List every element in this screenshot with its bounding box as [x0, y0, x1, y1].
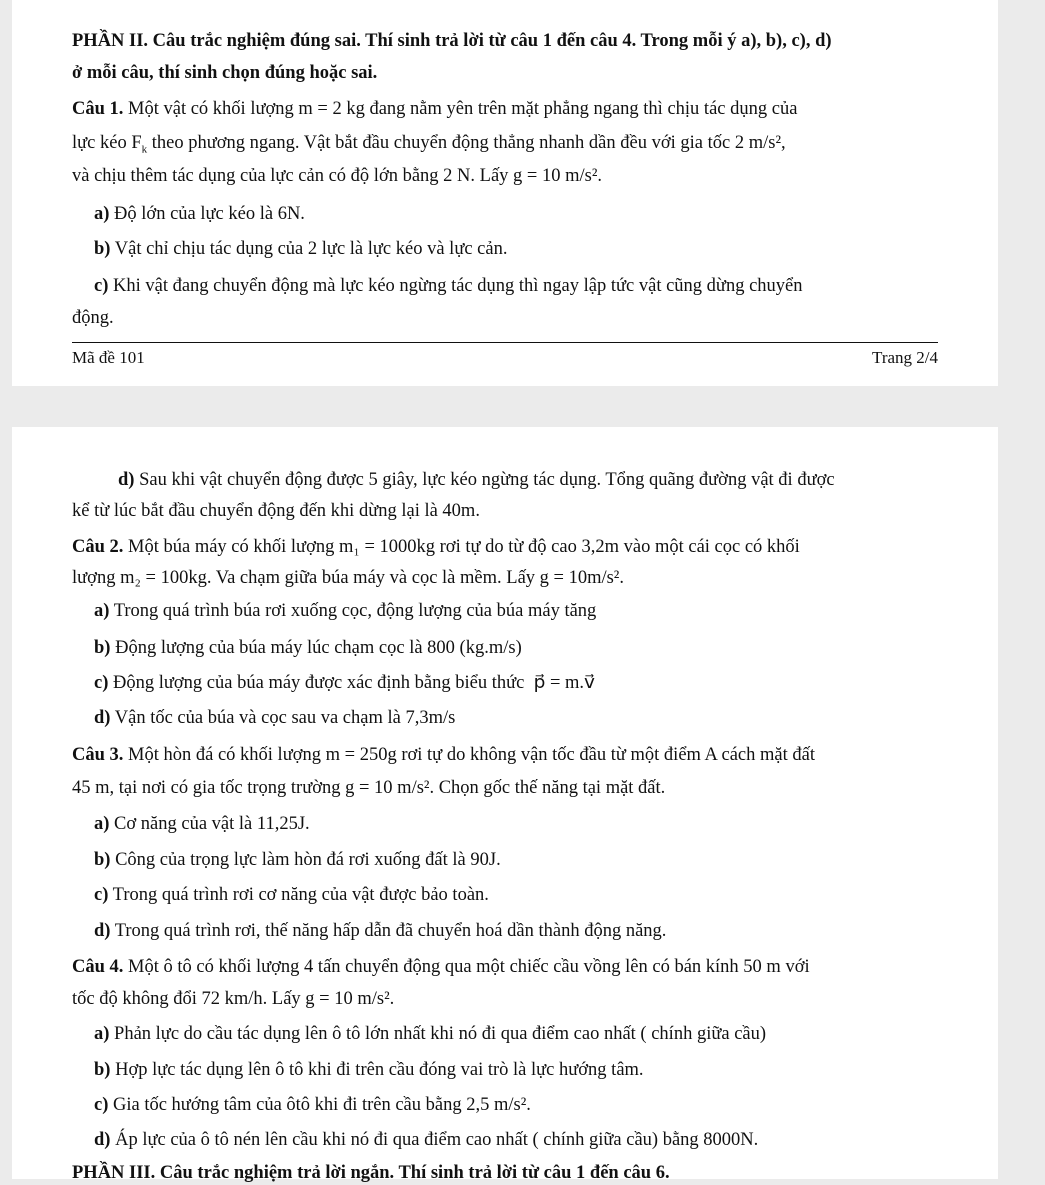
q1-option-c	[94, 274, 803, 298]
q1-text2-rest: theo phương ngang. Vật bắt đầu chuyển động thẳng nhanh dần đều với gia tốc 2 m/s²,	[147, 133, 786, 153]
q4-d-label: d)	[94, 1130, 111, 1150]
q2-d-text: Vận tốc của búa và cọc sau va chạm là 7,3m/s	[114, 708, 456, 728]
part3-header: PHẦN III. Câu trắc nghiệm trả lời ngắn. Thí sinh trả lời từ câu 1 đến câu 6.	[72, 1163, 670, 1183]
q4-option-c	[94, 1093, 531, 1117]
q3-c-label: c)	[94, 885, 109, 905]
q3-d-text: Trong quá trình rơi, thế năng hấp dẫn đã chuyển hoá dần thành động năng.	[114, 921, 667, 941]
q2-c-label: c)	[94, 673, 109, 693]
q2-b-text: Động lượng của búa máy lúc chạm cọc là 800 (kg.m/s)	[115, 638, 522, 658]
document-page-1	[12, 0, 998, 386]
q3-b-text: Công của trọng lực làm hòn đá rơi xuống đất là 90J.	[115, 850, 501, 870]
q3-option-d	[94, 919, 666, 943]
q4-option-d	[94, 1128, 758, 1152]
q3-a-label: a)	[94, 814, 110, 834]
q2-c-formula: p⃗ = m.v⃗	[533, 673, 595, 693]
q1-option-d	[118, 468, 835, 492]
q4-label: Câu 4.	[72, 957, 124, 977]
q3-option-b	[94, 848, 501, 872]
q1-option-d-cont: kể từ lúc bắt đầu chuyển động đến khi dừng lại là 40m.	[72, 501, 480, 521]
q1-b-text: Vật chỉ chịu tác dụng của 2 lực là lực kéo và lực cản.	[114, 239, 508, 259]
q3-d-label: d)	[94, 921, 111, 941]
q1-force-subscript: k	[141, 143, 148, 156]
q4-a-label: a)	[94, 1024, 110, 1044]
q4-option-b	[94, 1058, 644, 1082]
q1-d-label: d)	[118, 470, 135, 490]
q3-c-text: Trong quá trình rơi cơ năng của vật được bảo toàn.	[112, 885, 489, 905]
q2-a-text: Trong quá trình búa rơi xuống cọc, động lượng của búa máy tăng	[113, 601, 597, 621]
q3-line1	[72, 743, 815, 767]
q1-option-c-cont: động.	[72, 308, 114, 328]
q1-c-text: Khi vật đang chuyển động mà lực kéo ngừng tác dụng thì ngay lập tức vật cũng dừng chuyển	[113, 276, 803, 296]
footer-divider	[72, 342, 938, 343]
q4-option-a	[94, 1022, 766, 1046]
q1-line2	[72, 131, 786, 162]
document-page-2	[12, 427, 998, 1183]
q2-option-c	[94, 671, 595, 695]
q2-option-b	[94, 636, 522, 660]
q1-text2: lực kéo F	[72, 133, 142, 153]
footer-page-number: Trang 2/4	[872, 348, 938, 367]
q2-line2: lượng m₂ = 100kg. Va chạm giữa búa máy và cọc là mềm. Lấy g = 10m/s².	[72, 568, 624, 588]
q4-text1: Một ô tô có khối lượng 4 tấn chuyển động qua một chiếc cầu vồng lên có bán kính 50 m với	[128, 957, 810, 977]
q2-option-a	[94, 599, 596, 623]
q2-c-text: Động lượng của búa máy được xác định bằng biểu thức	[113, 673, 525, 693]
q2-label: Câu 2.	[72, 537, 124, 557]
q1-text1: Một vật có khối lượng m = 2 kg đang nằm yên trên mặt phẳng ngang thì chịu tác dụng của	[128, 99, 798, 119]
part2-header-line1: PHẦN II. Câu trắc nghiệm đúng sai. Thí sinh trả lời từ câu 1 đến câu 4. Trong mỗi ý a), b), c), d)	[72, 31, 832, 51]
q4-b-label: b)	[94, 1060, 111, 1080]
q2-a-label: a)	[94, 601, 110, 621]
q2-b-label: b)	[94, 638, 111, 658]
q3-text1: Một hòn đá có khối lượng m = 250g rơi tự do không vận tốc đầu từ một điểm A cách mặt đất	[128, 745, 815, 765]
q3-label: Câu 3.	[72, 745, 124, 765]
q1-option-a	[94, 202, 305, 226]
q1-c-label: c)	[94, 276, 109, 296]
q1-b-label: b)	[94, 239, 111, 259]
q4-a-text: Phản lực do cầu tác dụng lên ô tô lớn nhất khi nó đi qua điểm cao nhất ( chính giữa cầu)	[114, 1024, 767, 1044]
q4-b-text: Hợp lực tác dụng lên ô tô khi đi trên cầu đóng vai trò là lực hướng tâm.	[115, 1060, 644, 1080]
q1-line3: và chịu thêm tác dụng của lực cản có độ lớn bằng 2 N. Lấy g = 10 m/s².	[72, 166, 603, 186]
q4-line2: tốc độ không đổi 72 km/h. Lấy g = 10 m/s².	[72, 989, 395, 1009]
q2-option-d	[94, 706, 455, 730]
q3-b-label: b)	[94, 850, 111, 870]
footer-exam-code: Mã đề 101	[72, 348, 145, 367]
q2-d-label: d)	[94, 708, 111, 728]
q2-text1: Một búa máy có khối lượng m₁ = 1000kg rơi tự do từ độ cao 3,2m vào một cái cọc có khối	[128, 537, 800, 557]
q3-line2: 45 m, tại nơi có gia tốc trọng trường g = 10 m/s². Chọn gốc thế năng tại mặt đất.	[72, 778, 666, 798]
q4-c-label: c)	[94, 1095, 109, 1115]
q3-a-text: Cơ năng của vật là 11,25J.	[114, 814, 310, 834]
q1-label: Câu 1.	[72, 99, 124, 119]
q2-line1	[72, 535, 800, 559]
q3-option-c	[94, 883, 489, 907]
q1-a-label: a)	[94, 204, 110, 224]
q1-d-text: Sau khi vật chuyển động được 5 giây, lực kéo ngừng tác dụng. Tổng quãng đường vật đi được	[139, 470, 835, 490]
q1-line1	[72, 97, 797, 121]
q1-option-b	[94, 237, 507, 261]
q4-line1	[72, 955, 810, 979]
q4-c-text: Gia tốc hướng tâm của ôtô khi đi trên cầu bằng 2,5 m/s².	[113, 1095, 531, 1115]
part2-header-line2: ở mỗi câu, thí sinh chọn đúng hoặc sai.	[72, 63, 378, 83]
q1-a-text: Độ lớn của lực kéo là 6N.	[114, 204, 305, 224]
q3-option-a	[94, 812, 310, 836]
q4-d-text: Áp lực của ô tô nén lên cầu khi nó đi qua điểm cao nhất ( chính giữa cầu) bằng 8000N.	[115, 1130, 759, 1150]
